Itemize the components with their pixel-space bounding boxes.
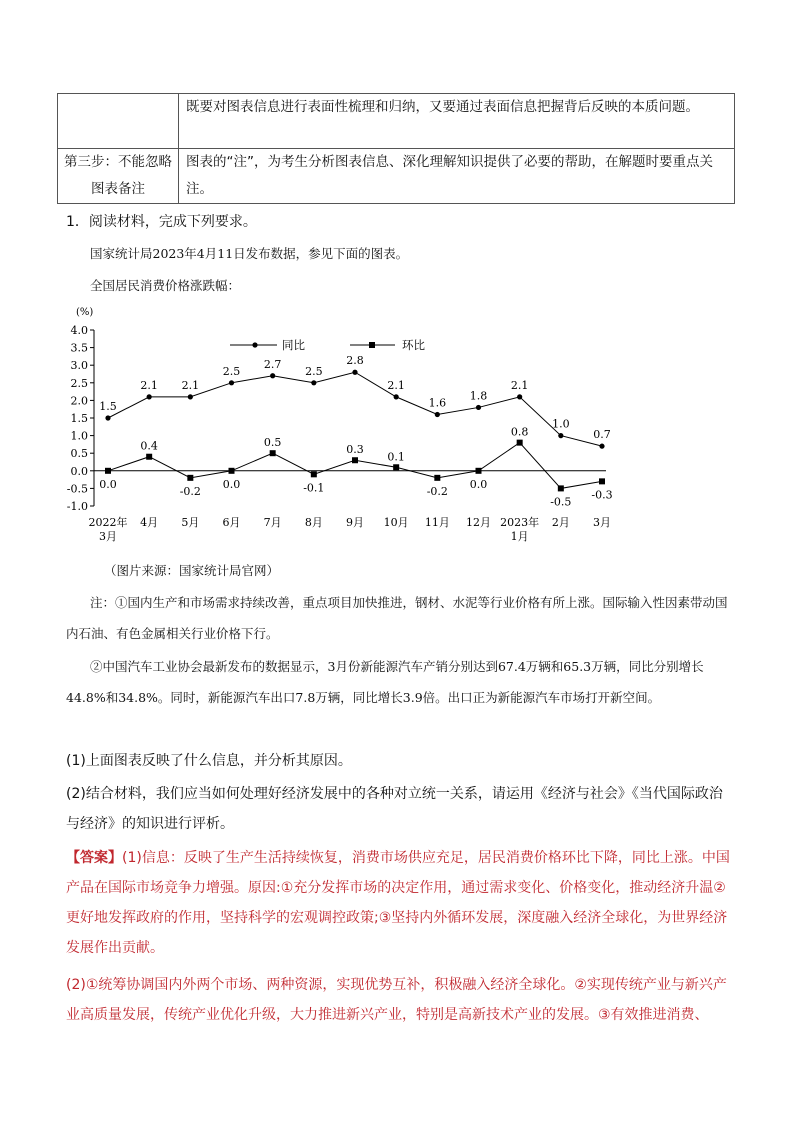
data-label: 2.5 xyxy=(222,364,241,378)
x-tick-label: 2023年 xyxy=(500,516,540,529)
chart-heading: 全国居民消费价格涨跌幅： xyxy=(90,278,241,293)
data-label: 2.1 xyxy=(140,378,158,392)
data-label: -0.5 xyxy=(550,495,572,509)
question-title: 1．阅读材料，完成下列要求。 xyxy=(66,214,257,230)
y-tick-label: 0.5 xyxy=(70,447,88,461)
data-point-环比 xyxy=(517,440,523,446)
x-tick-label: 12月 xyxy=(466,516,491,529)
y-tick-label: 2.5 xyxy=(70,376,88,390)
cpi-chart xyxy=(60,298,640,552)
data-label: 2.1 xyxy=(510,378,529,392)
y-tick-label: 3.0 xyxy=(70,359,88,373)
data-point-同比 xyxy=(352,370,357,375)
data-label: 0.7 xyxy=(593,428,611,442)
y-axis-unit: (%) xyxy=(76,307,94,318)
note-2: ②中国汽车工业协会最新发布的数据显示，3月份新能源汽车产销分别达到67.4万辆和65.3万辆，同比分别增长44.8%和34.8%。同时，新能源汽车出口7.8万辆，同比增长3.9倍。出口正为新能源汽车市场打开新空间。 xyxy=(66,659,704,705)
data-label: 0.4 xyxy=(140,439,158,453)
cpi-chart-svg xyxy=(60,298,640,548)
data-point-同比 xyxy=(270,373,275,378)
data-point-环比 xyxy=(558,485,564,491)
legend-label: 环比 xyxy=(402,338,425,352)
data-point-环比 xyxy=(393,464,399,470)
data-point-环比 xyxy=(476,468,482,474)
legend-marker-同比 xyxy=(252,342,257,347)
data-label: 0.0 xyxy=(222,477,241,491)
data-point-同比 xyxy=(517,394,522,399)
answer-tag: 【答案】 xyxy=(66,850,122,866)
data-label: 2.7 xyxy=(263,357,282,371)
y-tick-label: 2.0 xyxy=(70,394,88,408)
sub-question-2: (2)结合材料，我们应当如何处理好经济发展中的各种对立统一关系，请运用《经济与社会》《当代国际政治与经济》的知识进行评析。 xyxy=(66,786,723,832)
data-point-同比 xyxy=(476,405,481,410)
x-tick-label: 10月 xyxy=(383,516,409,529)
step-label-line1: 第三步：不能忽略 xyxy=(64,154,172,170)
x-tick-label: 5月 xyxy=(181,516,200,529)
table-cell-desc: 既要对图表信息进行表面性梳理和归纳，又要通过表面信息把握背后反映的本质问题。 xyxy=(179,94,735,149)
data-point-环比 xyxy=(352,457,358,463)
material-intro: 国家统计局2023年4月11日发布数据，参见下面的图表。 xyxy=(90,246,409,261)
data-label: 0.0 xyxy=(99,477,117,491)
data-label: 2.8 xyxy=(346,354,364,368)
answer-part-1 xyxy=(66,843,736,963)
table-row xyxy=(58,94,735,149)
data-label: 1.8 xyxy=(469,389,488,403)
x-tick-label: 7月 xyxy=(263,516,282,529)
data-label: 0.5 xyxy=(263,436,282,450)
x-tick-label: 11月 xyxy=(424,516,450,529)
data-point-环比 xyxy=(270,450,276,456)
x-tick-label: 1月 xyxy=(510,530,529,543)
data-label: 0.8 xyxy=(510,425,529,439)
table-cell-step xyxy=(58,149,179,204)
data-label: 0.0 xyxy=(469,477,488,491)
strategy-table xyxy=(57,93,735,204)
data-point-同比 xyxy=(188,394,193,399)
data-point-同比 xyxy=(599,444,604,449)
data-label: 0.1 xyxy=(387,450,405,464)
table-cell-step xyxy=(58,94,179,149)
step-label-line2: 图表备注 xyxy=(91,181,145,197)
data-point-环比 xyxy=(434,475,440,481)
chart-source: （图片来源：国家统计局官网） xyxy=(104,563,280,578)
data-label: 1.0 xyxy=(552,417,570,431)
data-label: -0.1 xyxy=(303,481,325,495)
table-cell-desc: 图表的“注”，为考生分析图表信息、深化理解知识提供了必要的帮助，在解题时要重点关注。 xyxy=(179,149,735,204)
x-tick-label: 3月 xyxy=(593,516,611,529)
data-label: -0.2 xyxy=(179,484,201,498)
data-point-环比 xyxy=(105,468,111,474)
data-label: 1.6 xyxy=(428,396,447,410)
data-point-环比 xyxy=(599,478,605,484)
data-point-同比 xyxy=(558,433,563,438)
y-tick-label: 4.0 xyxy=(70,324,88,337)
data-label: -0.2 xyxy=(426,484,448,498)
x-tick-label: 4月 xyxy=(140,516,159,529)
data-point-同比 xyxy=(311,380,316,385)
x-tick-label: 2022年 xyxy=(88,516,128,529)
y-tick-label: -0.5 xyxy=(66,482,88,496)
y-tick-label: 3.5 xyxy=(70,341,88,355)
x-tick-label: 8月 xyxy=(304,516,323,529)
data-point-同比 xyxy=(147,394,152,399)
answer-part-2: (2)①统筹协调国内外两个市场、两种资源，实现优势互补，积极融入经济全球化。②实现传统产业与新兴产业高质量发展，传统产业优化升级，大力推进新兴产业，特别是高新技术产业的发展。③有效推进消费、 xyxy=(66,977,727,1023)
data-point-同比 xyxy=(229,380,234,385)
data-point-环比 xyxy=(229,468,235,474)
data-point-环比 xyxy=(311,471,317,477)
data-label: 2.5 xyxy=(305,364,323,378)
data-point-同比 xyxy=(394,394,399,399)
legend-marker-环比 xyxy=(369,342,375,348)
data-point-环比 xyxy=(146,454,152,460)
x-tick-label: 6月 xyxy=(222,516,241,529)
data-point-环比 xyxy=(187,475,193,481)
table-row xyxy=(58,149,735,204)
note-1: 注：①国内生产和市场需求持续改善，重点项目加快推进，钢材、水泥等行业价格有所上涨。国际输入性因素带动国内石油、有色金属相关行业价格下行。 xyxy=(66,595,728,641)
sub-question-1: (1)上面图表反映了什么信息，并分析其原因。 xyxy=(66,753,352,769)
data-label: 2.1 xyxy=(387,378,405,392)
data-label: 1.5 xyxy=(99,400,117,413)
data-label: 2.1 xyxy=(181,378,200,392)
y-tick-label: 1.5 xyxy=(70,412,88,425)
answer-text-1: (1)信息：反映了生产生活持续恢复，消费市场供应充足，居民消费价格环比下降，同比上涨。中国产品在国际市场竞争力增强。原因:①充分发挥市场的决定作用，通过需求变化、价格变化，推动经济升温②更好地发挥政府的作用，坚持科学的宏观调控政策;③坚持内外循环发展，深度融入经济全球化，为世界经济发展作出贡献。 xyxy=(66,850,730,956)
legend-label: 同比 xyxy=(282,338,305,352)
x-tick-label: 9月 xyxy=(346,516,364,529)
y-tick-label: -1.0 xyxy=(66,500,88,513)
y-tick-label: 0.0 xyxy=(70,464,88,478)
data-label: 0.3 xyxy=(346,443,364,457)
x-tick-label: 3月 xyxy=(99,530,117,543)
y-tick-label: 1.0 xyxy=(70,429,88,443)
data-point-同比 xyxy=(435,412,440,417)
data-label: -0.3 xyxy=(591,488,613,502)
data-point-同比 xyxy=(105,415,110,420)
x-tick-label: 2月 xyxy=(551,516,570,529)
